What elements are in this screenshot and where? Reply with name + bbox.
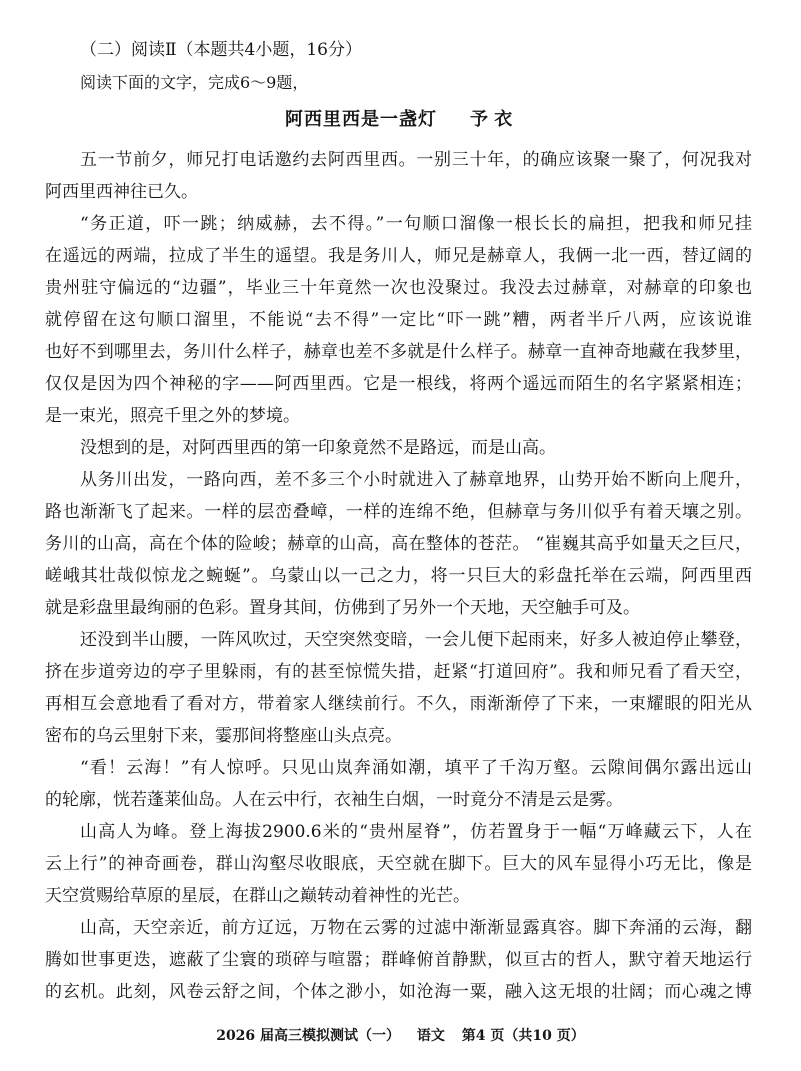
article-title: 阿西里西是一盏灯: [285, 109, 437, 130]
paragraph: [45, 432, 752, 464]
page-footer: [0, 1024, 801, 1048]
paragraph: [45, 752, 752, 816]
paragraph: [45, 912, 752, 1008]
article-author: 予 衣: [470, 109, 513, 130]
footer-exam-name: 2026 届高三模拟测试（一）: [216, 1028, 401, 1044]
paragraph: [45, 208, 752, 432]
text-line: 山高，天空亲近，前方辽远，万物在云雾的过滤中渐渐显露真容。脚下奔涌的云海，翻: [80, 918, 752, 938]
article-title-row: [285, 108, 512, 132]
paragraph: [45, 464, 752, 624]
text-line: 天空赏赐给草原的星辰，在群山之巅转动着神性的光芒。: [45, 886, 470, 906]
text-line: 山高人为峰。登上海拔2900.6米的“贵州屋脊”，仿若置身于一幅“万峰藏云下，人在: [80, 822, 752, 842]
text-line: “务正道，吓一跳；纳威赫，去不得。”一句顺口溜像一根长长的扁担，把我和师兄挂: [80, 214, 752, 234]
text-line: 路也渐渐飞了起来。一样的层峦叠嶂，一样的连绵不绝，但赫章与务川似乎有着天壤之别。: [45, 502, 752, 522]
text-line: 的玄机。此刻，风卷云舒之间，个体之渺小，如沧海一粟，融入这无垠的壮阔；而心魂之博: [45, 982, 752, 1002]
text-line: 密布的乌云里射下来，霎那间将整座山头点亮。: [45, 726, 402, 746]
text-line: 还没到半山腰，一阵风吹过，天空突然变暗，一会儿便下起雨来，好多人被迫停止攀登，: [80, 630, 752, 650]
paragraph: [45, 624, 752, 752]
article-body: [45, 144, 752, 1008]
text-line: 没想到的是，对阿西里西的第一印象竟然不是路远，而是山高。: [80, 438, 556, 458]
text-line: 是一束光，照亮千里之外的梦境。: [45, 406, 300, 426]
footer-page-number: 第4 页（共10 页）: [461, 1028, 585, 1044]
text-line: 云上行”的神奇画卷，群山沟壑尽收眼底，天空就在脚下。巨大的风车显得小巧无比，像是: [45, 854, 752, 874]
text-line: 仅仅是因为四个神秘的字——阿西里西。它是一根线，将两个遥远而陌生的名字紧紧相连；: [45, 374, 752, 394]
paragraph: [45, 144, 752, 208]
text-line: 也好不到哪里去，务川什么样子，赫章也差不多就是什么样子。赫章一直神奇地藏在我梦里，: [45, 342, 752, 362]
text-line: 从务川出发，一路向西，差不多三个小时就进入了赫章地界，山势开始不断向上爬升，: [80, 470, 752, 490]
text-line: 贵州驻守偏远的“边疆”，毕业三十年竟然一次也没聚过。我没去过赫章，对赫章的印象也: [45, 278, 752, 298]
text-line: 再相互会意地看了看对方，带着家人继续前行。不久，雨渐渐停了下来，一束耀眼的阳光从: [45, 694, 752, 714]
text-line: 五一节前夕，师兄打电话邀约去阿西里西。一别三十年，的确应该聚一聚了，何况我对: [80, 150, 752, 170]
text-line: 挤在步道旁边的亭子里躲雨，有的甚至惊慌失措，赶紧“打道回府”。我和师兄看了看天空，: [45, 662, 752, 682]
text-line: 阿西里西神往已久。: [45, 182, 198, 202]
text-line: 的轮廓，恍若蓬莱仙岛。人在云中行，衣袖生白烟，一时竟分不清是云是雾。: [45, 790, 623, 810]
text-line: 务川的山高，高在个体的险峻；赫章的山高，高在整体的苍茫。 “崔巍其高乎如量天之巨尺，: [45, 534, 752, 554]
text-line: 腾如世事更迭，遮蔽了尘寰的琐碎与喧嚣；群峰俯首静默，似亘古的哲人，默守着天地运行: [45, 950, 752, 970]
text-line: 嵯峨其壮哉似惊龙之蜿蜒”。乌蒙山以一己之力，将一只巨大的彩盘托举在云端，阿西里西: [45, 566, 752, 586]
instruction-text: 阅读下面的文字，完成6～9题，: [80, 73, 309, 92]
text-line: 就停留在这句顺口溜里，不能说“去不得”一定比“吓一跳”糟，两者半斤八两，应该说谁: [45, 310, 752, 330]
text-line: 在遥远的两端，拉成了半生的遥望。我是务川人，师兄是赫章人，我俩一北一西，替辽阔的: [45, 246, 752, 266]
text-line: 就是彩盘里最绚丽的色彩。置身其间，仿佛到了另外一个天地，天空触手可及。: [45, 598, 640, 618]
section-heading: （二）阅读Ⅱ（本题共4小题，16分）: [80, 40, 363, 60]
paragraph: [45, 816, 752, 912]
text-line: “看！云海！”有人惊呼。只见山岚奔涌如潮，填平了千沟万壑。云隙间偶尔露出远山: [80, 758, 752, 778]
footer-subject: 语文: [416, 1028, 445, 1044]
